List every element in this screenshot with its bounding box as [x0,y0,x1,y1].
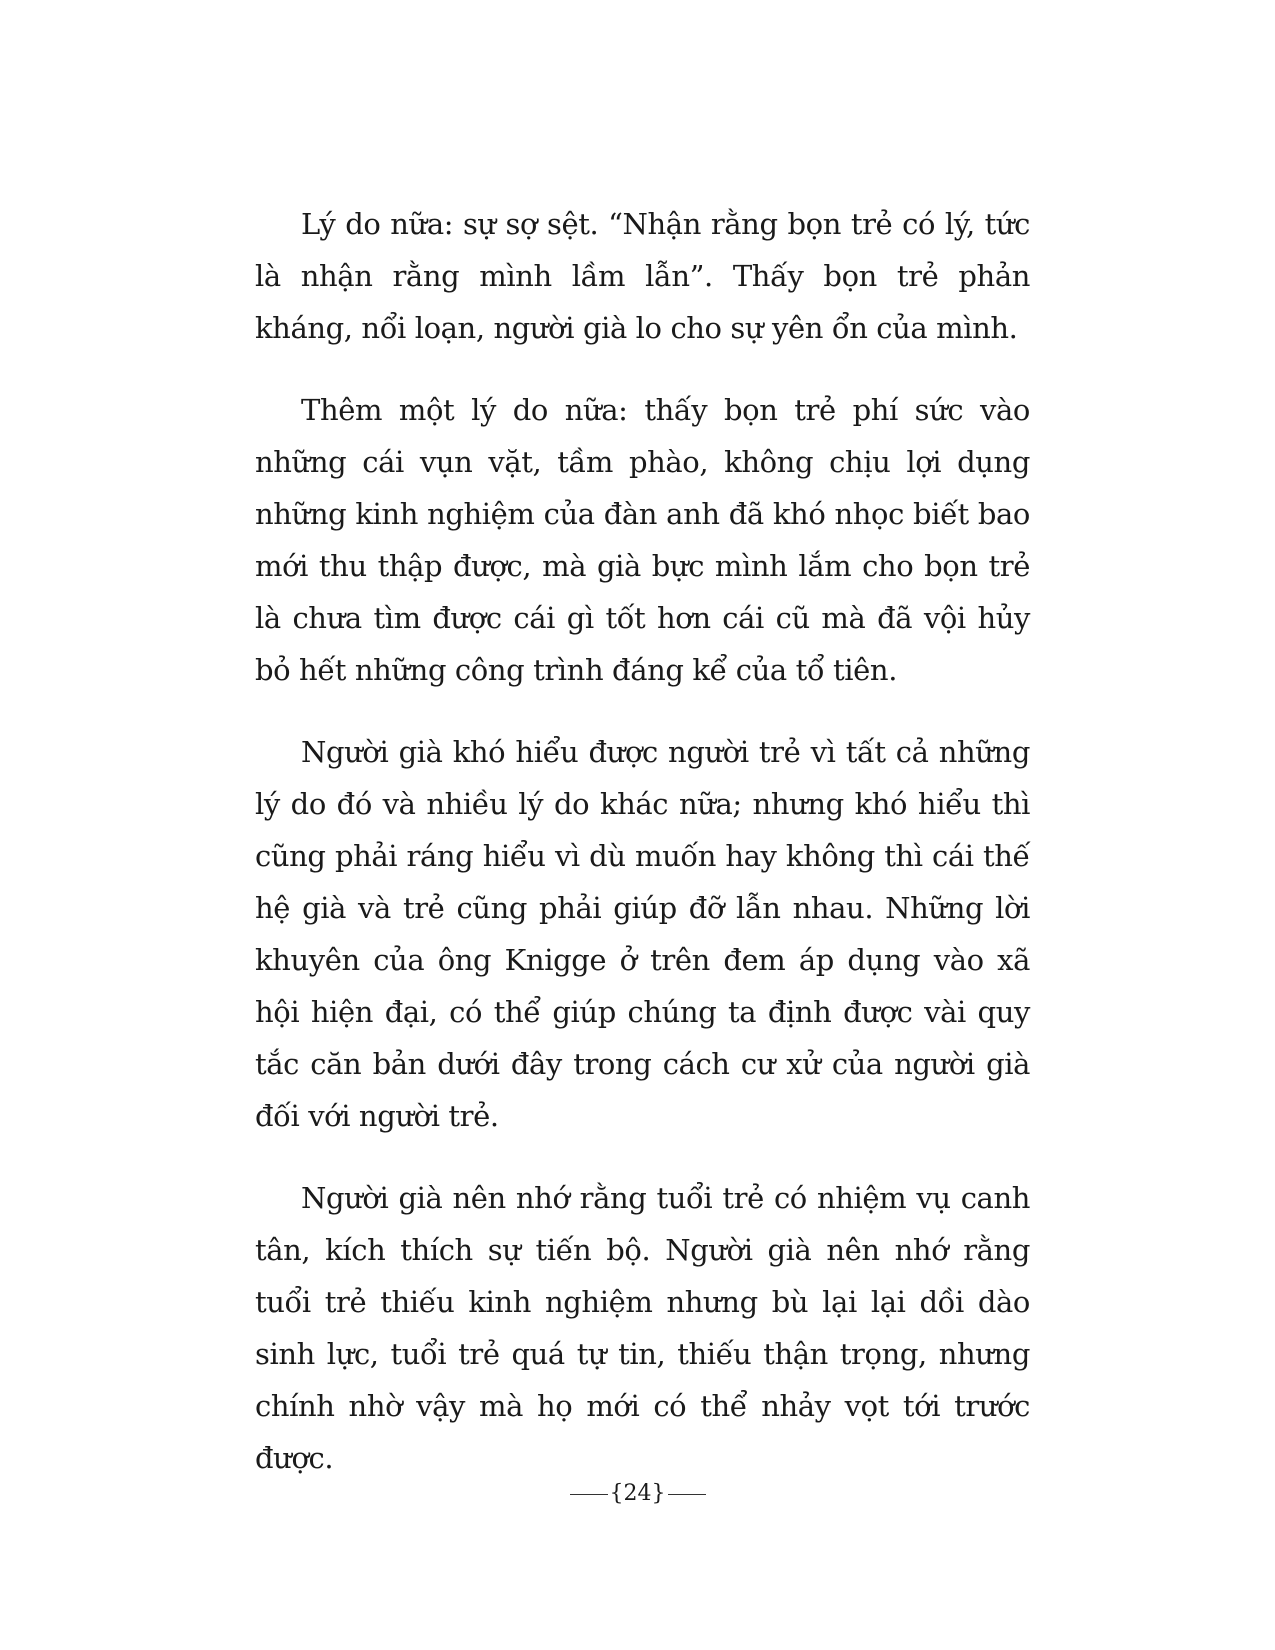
page-number: {24} [609,1481,666,1506]
paragraph-3: Người già khó hiểu được người trẻ vì tất cả những lý do đó và nhiều lý do khác nữa; nhưng khó hiểu thì cũng phải ráng hiểu vì dù muốn hay không thì cái thế hệ già và trẻ cũng phải giúp đỡ lẫn nhau. Những lời khuyên của ông Knigge ở trên đem áp dụng vào xã hội hiện đại, có thể giúp chúng ta định được vài quy tắc căn bản dưới đây trong cách cư xử của người già đối với người trẻ. [255,735,1030,1133]
footer-rule-left [570,1494,608,1495]
paragraph-4: Người già nên nhớ rằng tuổi trẻ có nhiệm vụ canh tân, kích thích sự tiến bộ. Người già nên nhớ rằng tuổi trẻ thiếu kinh nghiệm nhưng bù lại lại dồi dào sinh lực, tuổi trẻ quá tự tin, thiếu thận trọng, nhưng chính nhờ vậy mà họ mới có thể nhảy vọt tới trước được. [255,1181,1030,1475]
page-footer [0,1479,1275,1509]
paragraph-1: Lý do nữa: sự sợ sệt. “Nhận rằng bọn trẻ có lý, tức là nhận rằng mình lầm lẫn”. Thấy bọn trẻ phản kháng, nổi loạn, người già lo cho sự yên ổn của mình. [255,207,1030,345]
footer-rule-right [668,1494,706,1495]
page-body [255,198,1030,1514]
paragraph-2: Thêm một lý do nữa: thấy bọn trẻ phí sức vào những cái vụn vặt, tầm phào, không chịu lợi dụng những kinh nghiệm của đàn anh đã khó nhọc biết bao mới thu thập được, mà già bực mình lắm cho bọn trẻ là chưa tìm được cái gì tốt hơn cái cũ mà đã vội hủy bỏ hết những công trình đáng kể của tổ tiên. [255,393,1030,687]
